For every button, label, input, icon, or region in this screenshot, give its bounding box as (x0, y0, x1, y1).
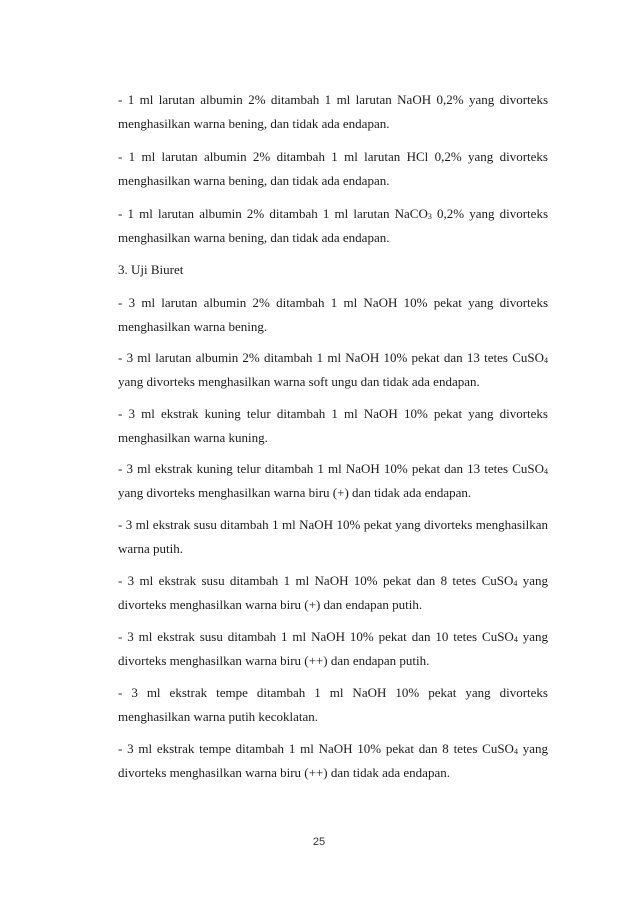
list-item (118, 88, 548, 136)
item-line-2: divorteks menghasilkan warna biru (++) dan tidak ada endapan. (118, 765, 450, 780)
item-line-2: menghasilkan warna bening, dan tidak ada endapan. (118, 173, 390, 188)
subscript: 4 (544, 356, 548, 365)
list-item (118, 513, 548, 561)
item-line-2: menghasilkan warna bening, dan tidak ada endapan. (118, 230, 390, 245)
item-text: - 3 ml ekstrak susu ditambah 1 ml NaOH 10% pekat dan 8 tetes CuSO (118, 573, 514, 588)
list-item (118, 737, 548, 785)
item-line-1 (118, 202, 548, 226)
subscript: 4 (513, 579, 518, 588)
item-line-1: - 3 ml ekstrak kuning telur ditambah 1 ml NaOH 10% pekat yang divorteks (118, 406, 548, 421)
item-line-2: warna putih. (118, 541, 183, 556)
item-line-1: - 3 ml ekstrak susu ditambah 1 ml NaOH 10% pekat yang divorteks menghasilkan (118, 517, 548, 532)
list-item (118, 402, 548, 450)
item-line-2: yang divorteks menghasilkan warna biru (+) dan tidak ada endapan. (118, 485, 472, 500)
item-text: yang (517, 741, 548, 756)
item-text: yang (517, 629, 548, 644)
item-text: - 3 ml ekstrak kuning telur ditambah 1 ml NaOH 10% pekat dan 13 tetes CuSO (118, 461, 544, 476)
item-text: 0,2% yang divorteks (431, 206, 548, 221)
item-line-2: divorteks menghasilkan warna biru (+) dan endapan putih. (118, 597, 423, 612)
item-text: yang (517, 573, 549, 588)
item-text: - 1 ml larutan albumin 2% ditambah 1 ml larutan NaCO (118, 206, 428, 221)
list-item (118, 625, 548, 673)
item-line-2: yang divorteks menghasilkan warna soft ungu dan tidak ada endapan. (118, 374, 480, 389)
subscript: 3 (427, 212, 432, 221)
item-line-1: - 1 ml larutan albumin 2% ditambah 1 ml larutan NaOH 0,2% yang divorteks (118, 92, 548, 107)
list-item (118, 202, 548, 250)
item-line-2: menghasilkan warna putih kecoklatan. (118, 709, 318, 724)
item-line-1: - 1 ml larutan albumin 2% ditambah 1 ml larutan HCl 0,2% yang divorteks (118, 149, 548, 164)
subscript: 4 (544, 467, 548, 476)
item-line-2: menghasilkan warna kuning. (118, 430, 268, 445)
list-item (118, 145, 548, 193)
item-line-2: divorteks menghasilkan warna biru (++) dan endapan putih. (118, 653, 430, 668)
item-text: - 3 ml ekstrak tempe ditambah 1 ml NaOH 10% pekat dan 8 tetes CuSO (118, 741, 514, 756)
item-line-1 (118, 346, 548, 370)
item-line-2: menghasilkan warna bening, dan tidak ada endapan. (118, 116, 390, 131)
list-item (118, 346, 548, 394)
section-heading: 3. Uji Biuret (118, 262, 184, 277)
item-line-1 (118, 457, 548, 481)
list-item (118, 291, 548, 339)
item-text: - 3 ml ekstrak susu ditambah 1 ml NaOH 10% pekat dan 10 tetes CuSO (118, 629, 514, 644)
item-line-1 (118, 569, 548, 593)
item-line-2: menghasilkan warna bening. (118, 319, 268, 334)
item-line-1: - 3 ml ekstrak tempe ditambah 1 ml NaOH 10% pekat yang divorteks (118, 685, 548, 700)
list-item (118, 569, 548, 617)
item-text: - 3 ml larutan albumin 2% ditambah 1 ml NaOH 10% pekat dan 13 tetes CuSO (118, 350, 544, 365)
list-item (118, 681, 548, 729)
subscript: 4 (513, 747, 518, 756)
item-line-1 (118, 737, 548, 761)
page-number: 25 (312, 836, 326, 848)
subscript: 4 (513, 635, 518, 644)
item-line-1: - 3 ml larutan albumin 2% ditambah 1 ml NaOH 10% pekat yang divorteks (118, 295, 548, 310)
list-item (118, 457, 548, 505)
item-line-1 (118, 625, 548, 649)
